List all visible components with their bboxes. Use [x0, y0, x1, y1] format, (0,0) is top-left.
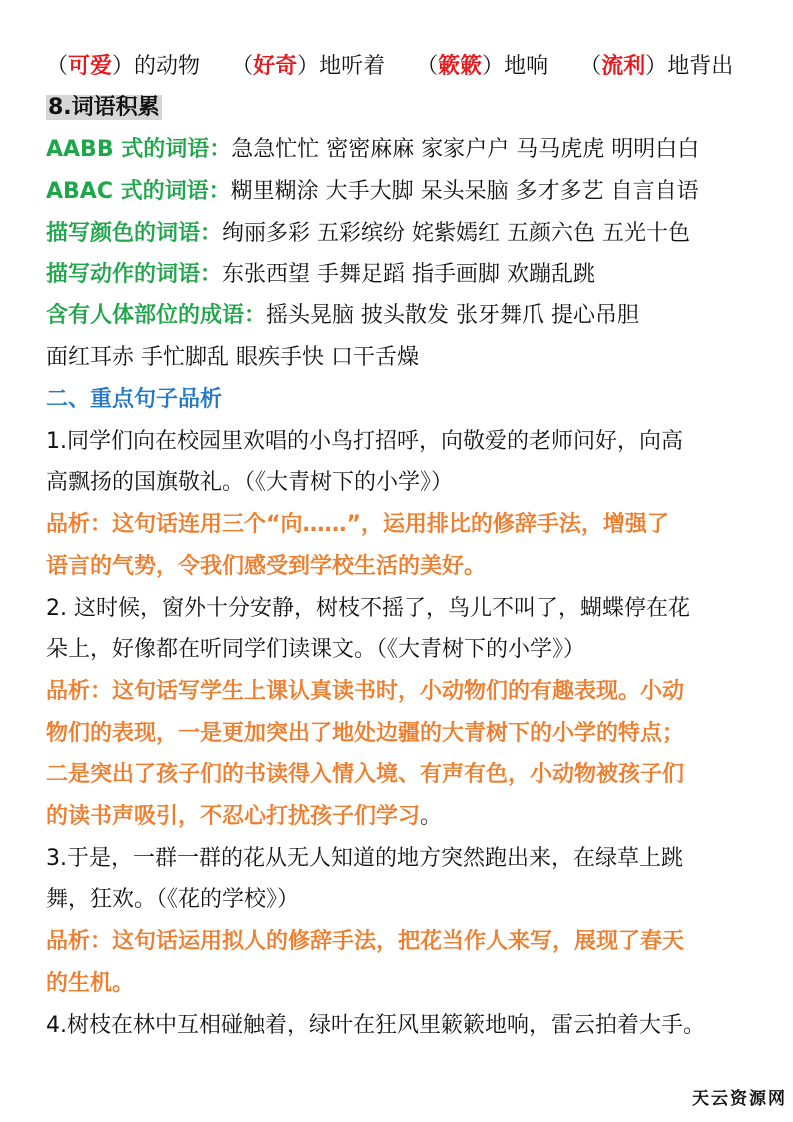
blank-phrase: （好奇）地听着 — [231, 54, 386, 79]
vocab-label: 描写颜色的词语： — [46, 221, 223, 246]
sentence-line: 1.同学们向在校园里欢唱的小鸟打招呼，向敬爱的老师问好，向高 — [46, 429, 683, 454]
section-heading: 二、重点句子品析 — [46, 387, 223, 412]
blank-phrase: （流利）地背出 — [579, 54, 734, 79]
sentence-line: 朵上，好像都在听同学们读课文。（《大青树下的小学》） — [46, 637, 586, 662]
analysis-line: 品析：这句话写学生上课认真读书时，小动物们的有趣表现。小动 — [46, 679, 685, 704]
vocab-row — [46, 219, 753, 249]
analysis-end: 。 — [420, 804, 443, 829]
blank-phrase: （可爱）的动物 — [46, 54, 201, 79]
analysis-line: 品析：这句话运用拟人的修辞手法，把花当作人来写，展现了春天 — [46, 929, 685, 954]
vocab-label: AABB 式的词语： — [46, 137, 232, 162]
blank-answer: 好奇 — [253, 54, 298, 79]
sentence-line: 舞，狂欢。（《花的学校》） — [46, 887, 300, 912]
blank-phrase: （簌簌）地响 — [416, 54, 549, 79]
analysis-line — [46, 802, 753, 832]
blank-answer: 簌簌 — [438, 54, 483, 79]
analysis-text: 的读书声吸引，不忍心打扰孩子们学习 — [46, 804, 421, 829]
vocab-words: 摇头晃脑 披头散发 张牙舞爪 提心吊胆 — [266, 303, 639, 328]
blank-phrases-row — [46, 52, 753, 82]
blank-answer: 流利 — [601, 54, 646, 79]
footer-brand: 天云资源网 — [692, 1089, 787, 1109]
vocab-label: 含有人体部位的成语： — [46, 303, 267, 328]
analysis-line: 的生机。 — [46, 971, 135, 996]
vocab-words: 糊里糊涂 大手大脚 呆头呆脑 多才多艺 自言自语 — [230, 179, 699, 204]
vocab-row — [46, 177, 753, 207]
analysis-line: 语言的气势，令我们感受到学校生活的美好。 — [46, 554, 487, 579]
vocab-continuation: 面红耳赤 手忙脚乱 眼疾手快 口干舌燥 — [46, 345, 419, 370]
vocab-words: 急急忙忙 密密麻麻 家家户户 马马虎虎 明明白白 — [231, 137, 700, 162]
blank-answer: 可爱 — [68, 54, 113, 79]
analysis-line: 品析：这句话连用三个“向……”，运用排比的修辞手法，增强了 — [46, 512, 669, 537]
vocab-heading: 8.词语积累 — [48, 95, 160, 120]
analysis-line: 物们的表现，一是更加突出了地处边疆的大青树下的小学的特点； — [46, 721, 685, 746]
sentence-line: 2. 这时候，窗外十分安静，树枝不摇了，鸟儿不叫了，蝴蝶停在花 — [46, 596, 690, 621]
vocab-label: ABAC 式的词语： — [46, 179, 231, 204]
vocab-label: 描写动作的词语： — [46, 262, 223, 287]
sentence-line: 4.树枝在林中互相碰触着，绿叶在狂风里簌簌地响，雷云拍着大手。 — [46, 1013, 705, 1038]
vocab-words: 绚丽多彩 五彩缤纷 姹紫嫣红 五颜六色 五光十色 — [222, 221, 690, 246]
analysis-line: 二是突出了孩子们的书读得入情入境、有声有色，小动物被孩子们 — [46, 762, 685, 787]
vocab-row — [46, 301, 753, 331]
vocab-row — [46, 260, 753, 290]
vocab-heading-row — [46, 93, 753, 123]
vocab-words: 东张西望 手舞足蹈 指手画脚 欢蹦乱跳 — [222, 262, 595, 287]
sentence-line: 3.于是，一群一群的花从无人知道的地方突然跑出来，在绿草上跳 — [46, 846, 683, 871]
vocab-row — [46, 135, 753, 165]
sentence-line: 高飘扬的国旗敬礼。（《大青树下的小学》） — [46, 470, 454, 495]
